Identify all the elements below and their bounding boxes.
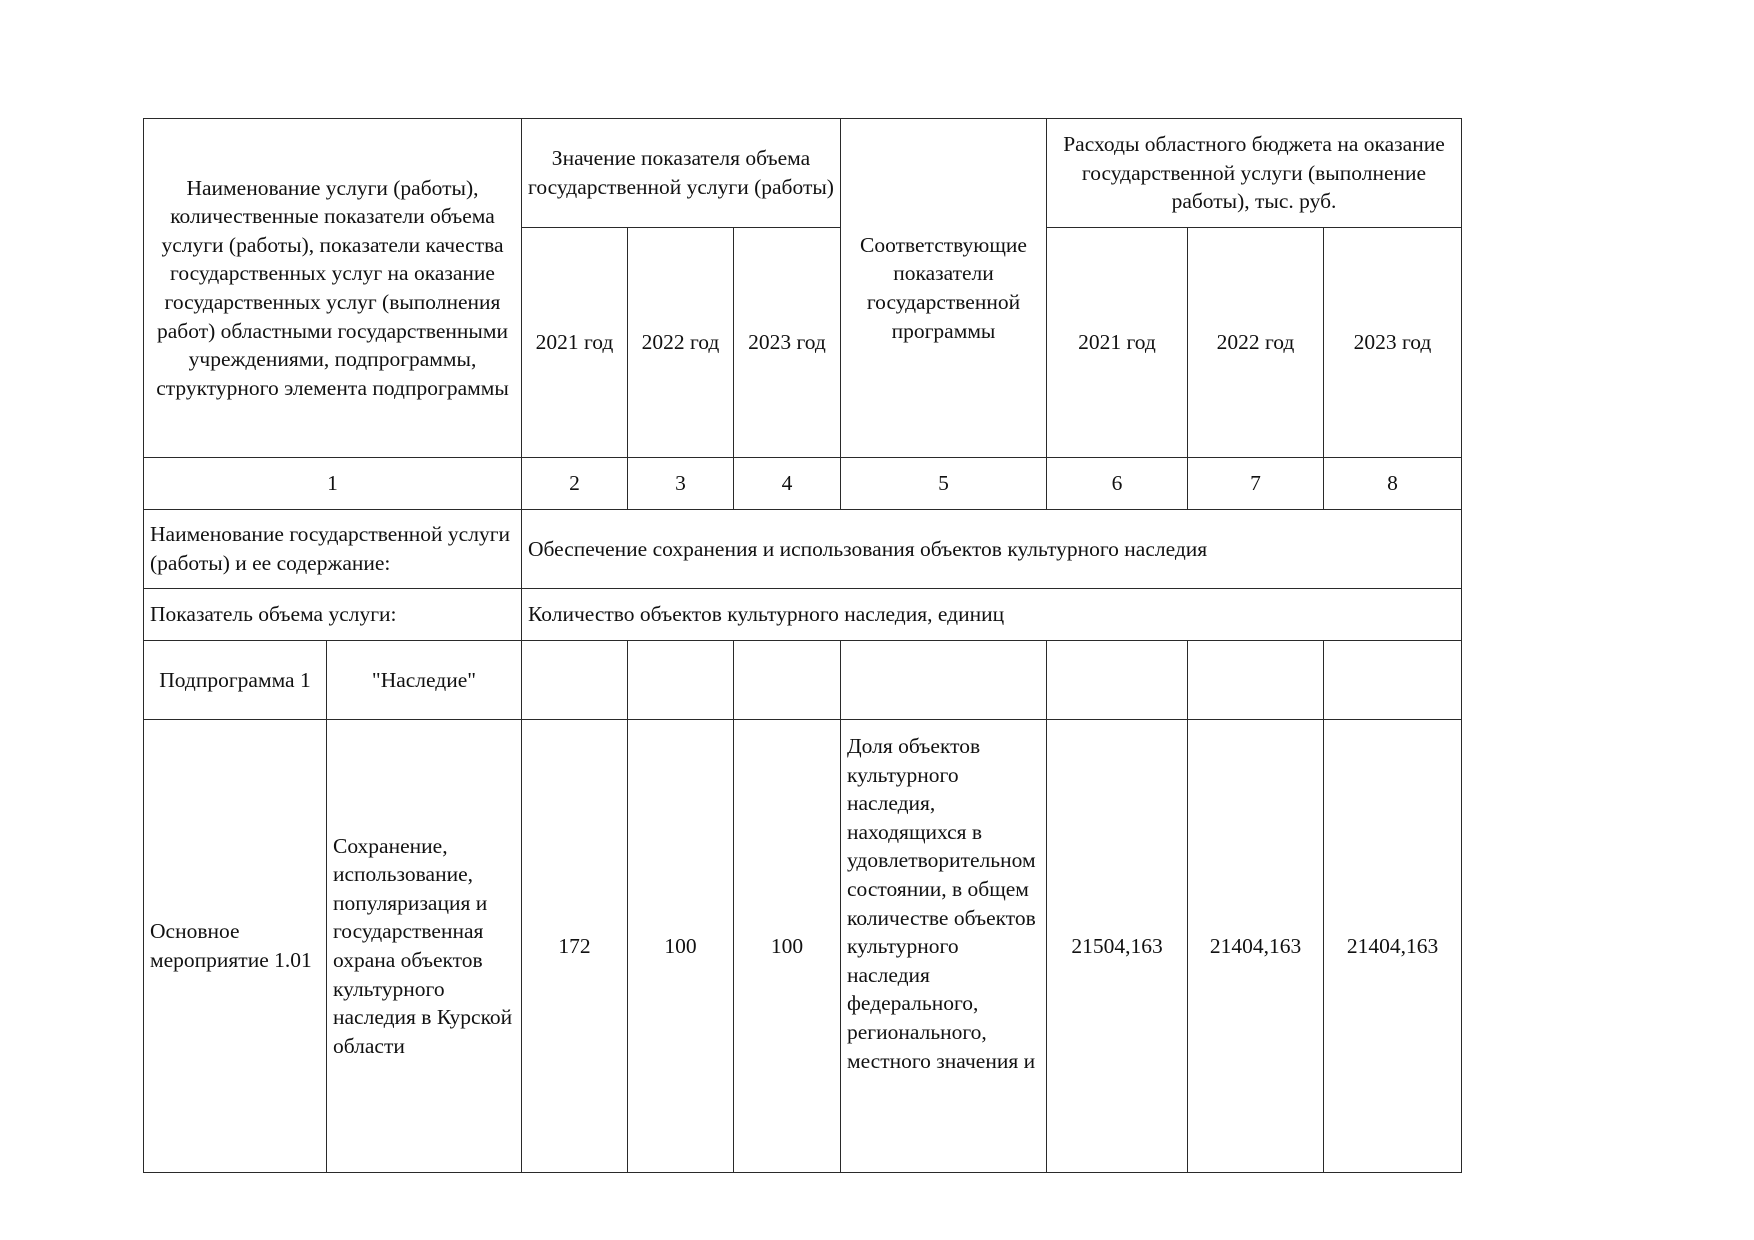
header-row-1 <box>144 119 1462 228</box>
header-volume-2021: 2021 год <box>522 228 628 458</box>
subprogram-program-indicator <box>841 641 1047 720</box>
volume-indicator-value: Количество объектов культурного наследия, единиц <box>522 589 1462 641</box>
column-number-8: 8 <box>1324 458 1462 510</box>
budget-table <box>143 118 1462 1173</box>
header-volume-2023: 2023 год <box>734 228 841 458</box>
subprogram-budget-2022 <box>1188 641 1324 720</box>
header-budget-2021: 2021 год <box>1047 228 1188 458</box>
activity-program-indicator: Доля объектов культурного наследия, находящихся в удовлетворительном состоянии, в общем количестве объектов культурного наследия федерального, регионального, местного значения и <box>841 720 1047 1173</box>
column-number-row <box>144 458 1462 510</box>
subprogram-label: Подпрограмма 1 <box>144 641 327 720</box>
column-number-5: 5 <box>841 458 1047 510</box>
activity-row <box>144 720 1462 1173</box>
header-budget-2023: 2023 год <box>1324 228 1462 458</box>
header-budget-group: Расходы областного бюджета на оказание государственной услуги (выполнение работы), тыс. руб. <box>1047 119 1462 228</box>
service-value: Обеспечение сохранения и использования объектов культурного наследия <box>522 510 1462 589</box>
header-program-indicators: Соответствующие показатели государственной программы <box>841 119 1047 458</box>
subprogram-volume-2021 <box>522 641 628 720</box>
service-label: Наименование государственной услуги (работы) и ее содержание: <box>144 510 522 589</box>
subprogram-volume-2022 <box>628 641 734 720</box>
activity-budget-2023: 21404,163 <box>1324 720 1462 1173</box>
header-service-name: Наименование услуги (работы), количественные показатели объема услуги (работы), показатели качества государственных услуг на оказание государственных услуг (выполнения работ) областными государственными учреждениями, подпрограммы, структурного элемента подпрограммы <box>144 119 522 458</box>
activity-volume-2022: 100 <box>628 720 734 1173</box>
header-volume-group: Значение показателя объема государственной услуги (работы) <box>522 119 841 228</box>
header-budget-2022: 2022 год <box>1188 228 1324 458</box>
volume-indicator-label: Показатель объема услуги: <box>144 589 522 641</box>
activity-budget-2022: 21404,163 <box>1188 720 1324 1173</box>
header-volume-2022: 2022 год <box>628 228 734 458</box>
activity-volume-2021: 172 <box>522 720 628 1173</box>
column-number-3: 3 <box>628 458 734 510</box>
column-number-1: 1 <box>144 458 522 510</box>
subprogram-budget-2023 <box>1324 641 1462 720</box>
column-number-4: 4 <box>734 458 841 510</box>
column-number-2: 2 <box>522 458 628 510</box>
activity-volume-2023: 100 <box>734 720 841 1173</box>
subprogram-volume-2023 <box>734 641 841 720</box>
subprogram-budget-2021 <box>1047 641 1188 720</box>
activity-label: Основное мероприятие 1.01 <box>144 720 327 1173</box>
service-row <box>144 510 1462 589</box>
column-number-7: 7 <box>1188 458 1324 510</box>
subprogram-name: "Наследие" <box>327 641 522 720</box>
subprogram-row <box>144 641 1462 720</box>
activity-name: Сохранение, использование, популяризация и государственная охрана объектов культурного наследия в Курской области <box>327 720 522 1173</box>
volume-indicator-row <box>144 589 1462 641</box>
activity-budget-2021: 21504,163 <box>1047 720 1188 1173</box>
column-number-6: 6 <box>1047 458 1188 510</box>
